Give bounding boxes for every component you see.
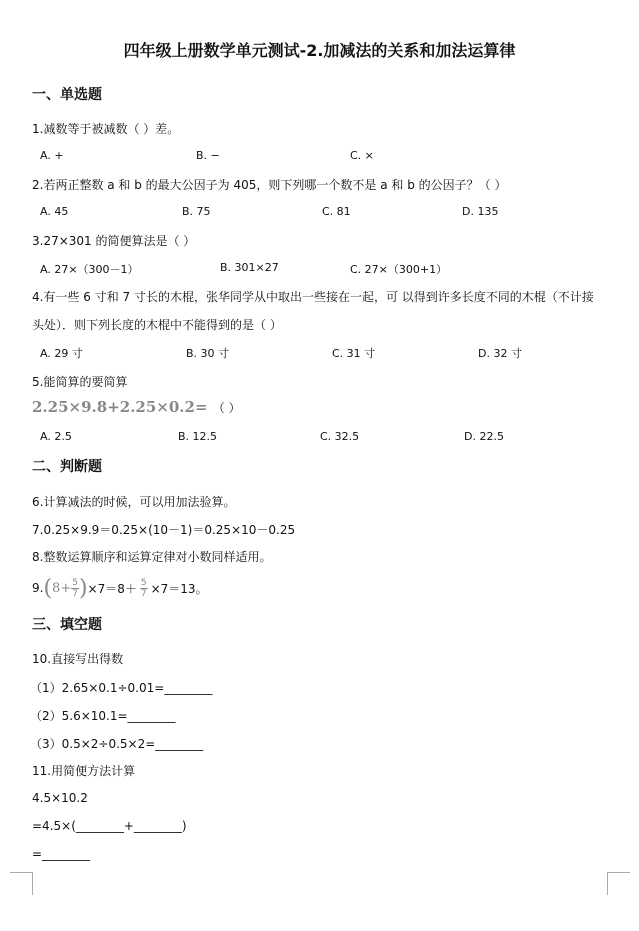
q11-line-1: 4.5×10.2 <box>32 791 88 805</box>
page-corner-mark-left <box>10 872 33 895</box>
q5-option-a: A. 2.5 <box>40 430 72 443</box>
q10-part-3: （3）0.5×2÷0.5×2=________ <box>30 737 204 751</box>
q5-formula-expression: 2.25×9.8+2.25×0.2= <box>32 398 208 416</box>
q3-option-b: B. 301×27 <box>220 261 279 274</box>
q9-fraction-1: $\frac{5}{7}$ <box>72 577 78 599</box>
q2-option-d: D. 135 <box>462 205 499 218</box>
q3-option-c: C. 27×（300+1） <box>350 263 448 276</box>
q9-number: 9. <box>32 581 44 595</box>
question-11: 11.用简便方法计算 <box>32 764 136 778</box>
q4-option-a: A. 29 寸 <box>40 347 83 360</box>
q4-option-b: B. 30 寸 <box>186 347 230 360</box>
q5-option-d: D. 22.5 <box>464 430 504 443</box>
question-7: 7.0.25×9.9＝0.25×(10－1)＝0.25×10－0.25 <box>32 523 296 537</box>
q5-answer-blank: （ ） <box>212 401 241 415</box>
q4-option-d: D. 32 寸 <box>478 347 522 360</box>
question-10: 10.直接写出得数 <box>32 652 124 666</box>
q4-option-c: C. 31 寸 <box>332 347 376 360</box>
question-3: 3.27×301 的简便算法是（ ） <box>32 234 196 248</box>
q5-option-b: B. 12.5 <box>178 430 218 443</box>
question-4-line-1: 4.有一些 6 寸和 7 寸长的木棍，张华同学从中取出一些接在一起，可 以得到许多长度不同的木棍（不计接 <box>32 290 594 304</box>
question-1: 1.减数等于被减数（ ）差。 <box>32 122 180 136</box>
question-6: 6.计算减法的时候，可以用加法验算。 <box>32 495 236 509</box>
page-corner-mark-right <box>607 872 630 895</box>
q5-option-c: C. 32.5 <box>320 430 360 443</box>
q9-close-paren: ) <box>78 575 88 601</box>
q9-open-paren: ( <box>43 575 53 601</box>
document-title: 四年级上册数学单元测试-2.加减法的关系和加法运算律 <box>123 41 516 60</box>
question-2: 2.若两正整数 a 和 b 的最大公因子为 405，则下列哪一个数不是 a 和 b 的公因子？（ ） <box>32 178 507 192</box>
section-heading-true-false: 二、判断题 <box>32 459 102 475</box>
q1-option-c: C. × <box>350 149 374 162</box>
q3-option-a: A. 27×（300－1） <box>40 263 139 276</box>
section-heading-fill-blank: 三、填空题 <box>32 617 102 633</box>
q10-part-1: （1）2.65×0.1÷0.01=________ <box>30 681 213 695</box>
q9-middle: ×7＝8＋ <box>87 581 137 596</box>
q11-line-2: =4.5×(________+________) <box>32 819 187 833</box>
q11-line-3: =________ <box>32 847 91 861</box>
question-9 <box>32 573 208 603</box>
question-5: 5.能简算的要简算 <box>32 375 128 389</box>
q9-tail: ×7＝13。 <box>150 581 208 596</box>
q2-option-b: B. 75 <box>182 205 211 218</box>
question-4-line-2: 头处）．则下列长度的木棍中不能得到的是（ ） <box>32 318 282 332</box>
q1-option-a: A. + <box>40 149 64 162</box>
q5-formula <box>32 398 241 416</box>
q2-option-c: C. 81 <box>322 205 351 218</box>
q9-fraction-2: $\frac{5}{7}$ <box>140 577 147 599</box>
question-8: 8.整数运算顺序和运算定律对小数同样适用。 <box>32 550 272 564</box>
q10-part-2: （2）5.6×10.1=________ <box>30 709 176 723</box>
q2-option-a: A. 45 <box>40 205 69 218</box>
q9-inner: 8+ <box>52 580 72 596</box>
q1-option-b: B. − <box>196 149 220 162</box>
section-heading-single-choice: 一、单选题 <box>32 87 102 103</box>
